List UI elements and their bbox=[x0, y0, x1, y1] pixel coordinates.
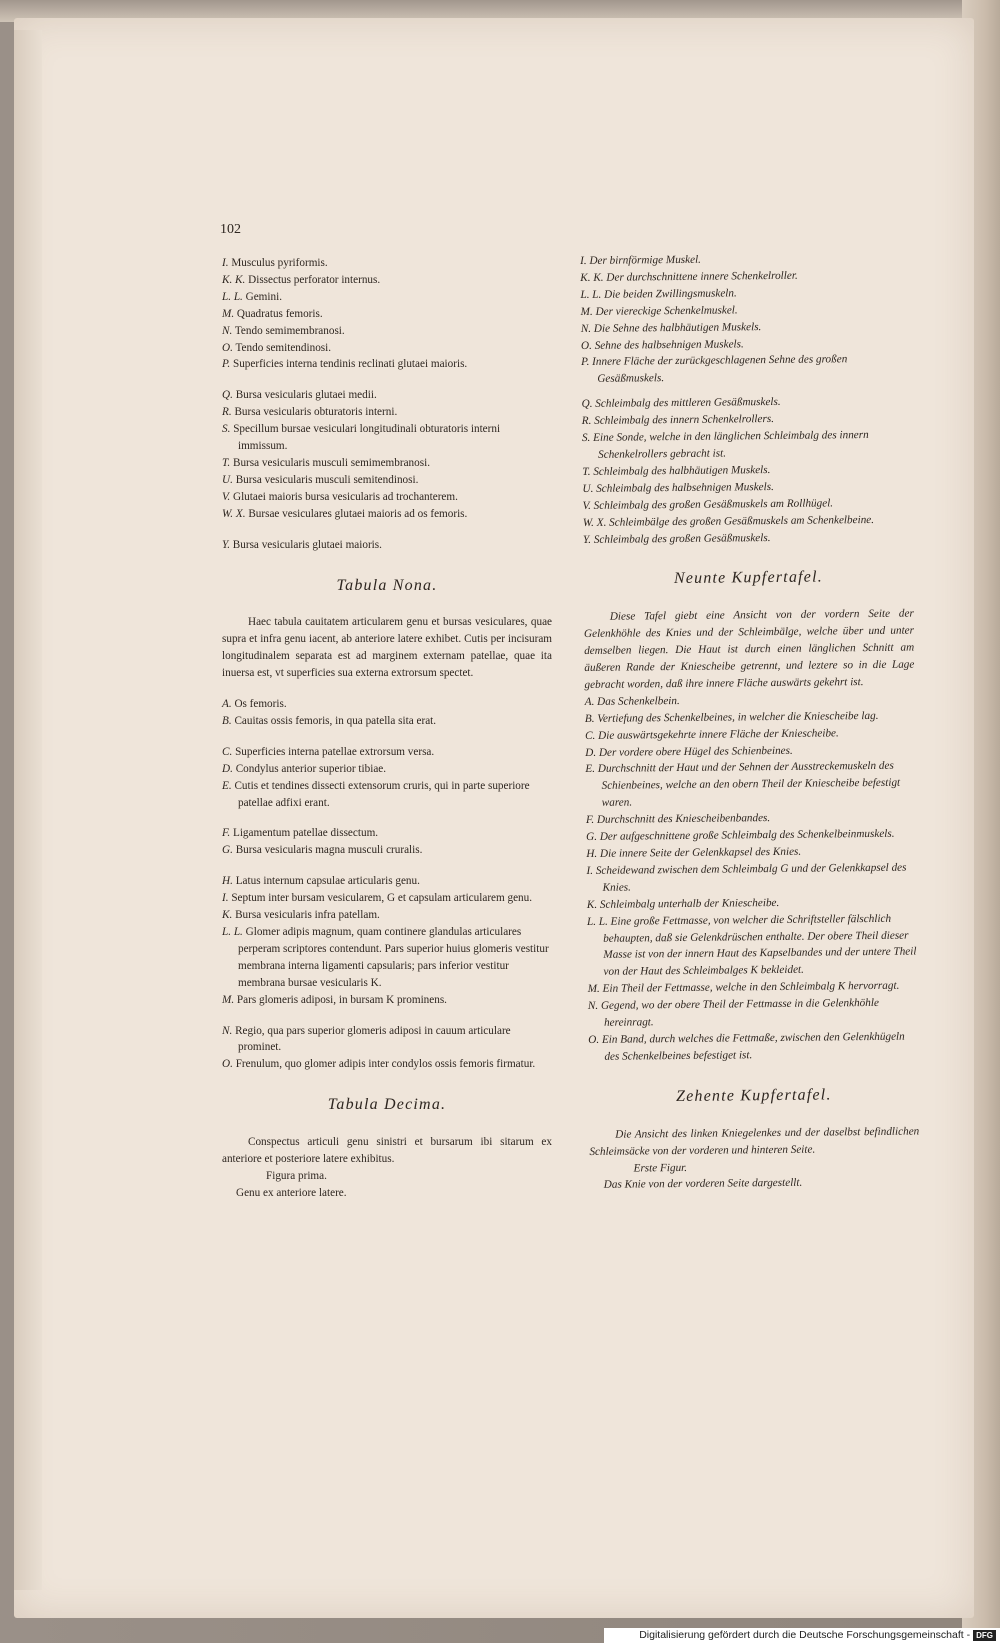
legend-entry bbox=[222, 1056, 552, 1073]
entry-text: Der durchschnittene innere Schenkelroller. bbox=[606, 269, 798, 284]
legend-entry bbox=[222, 289, 552, 306]
entry-text: Bursa vesicularis infra patellam. bbox=[235, 909, 380, 922]
entry-text: Tendo semimembranosi. bbox=[234, 324, 345, 337]
entry-key: A. bbox=[222, 698, 232, 711]
entry-text: Schleimbalg des halbhäutigen Muskels. bbox=[593, 463, 771, 478]
entry-text: Scheidewand zwischen dem Schleimbalg G und der Gelenkkapsel des Knies. bbox=[595, 861, 907, 894]
legend-entry bbox=[222, 340, 552, 357]
legend-entry bbox=[222, 778, 552, 812]
entry-text: Frenulum, quo glomer adipis inter condylos ossis femoris firmatur. bbox=[235, 1058, 536, 1071]
entry-text: Bursa vesicularis glutaei medii. bbox=[235, 389, 377, 402]
entry-text: Sehne des halbsehnigen Muskels. bbox=[594, 337, 744, 352]
entry-key: M. bbox=[587, 983, 600, 996]
entry-text: Schleimbalg des großen Gesäßmuskels. bbox=[593, 531, 771, 546]
entry-key: L. L. bbox=[580, 288, 602, 301]
entry-text: Quadratus femoris. bbox=[236, 307, 323, 320]
entry-key: K. bbox=[222, 909, 233, 922]
entry-key: W. X. bbox=[582, 516, 607, 529]
entry-key: I. bbox=[580, 254, 587, 267]
entry-text: Die innere Seite der Gelenkkapsel des Knies. bbox=[599, 845, 802, 860]
legend-entry bbox=[222, 489, 552, 506]
entry-text: Schleimbalg des halbsehnigen Muskels. bbox=[596, 480, 774, 495]
legend-entry bbox=[222, 842, 552, 859]
entry-text: Cauitas ossis femoris, in qua patella sita erat. bbox=[234, 714, 437, 727]
legend-entry bbox=[588, 1028, 918, 1065]
entry-text: Schleimbalg des mittleren Gesäßmuskels. bbox=[595, 396, 781, 411]
entry-text: Innere Fläche der zurückgeschlagenen Sehne des großen Gesäßmuskels. bbox=[592, 353, 848, 386]
entry-text: Das Schenkelbein. bbox=[597, 694, 680, 708]
legend-entry bbox=[222, 713, 552, 730]
legend-entry bbox=[222, 472, 552, 489]
entry-text: Bursa vesicularis glutaei maioris. bbox=[232, 538, 382, 551]
entry-key: T. bbox=[222, 456, 231, 469]
entry-key: E. bbox=[585, 763, 596, 776]
legend-entry bbox=[581, 351, 911, 388]
legend-entry bbox=[583, 528, 913, 548]
entry-key: K. K. bbox=[580, 271, 604, 284]
entry-text: Musculus pyriformis. bbox=[231, 257, 328, 269]
entry-key: F. bbox=[585, 814, 595, 827]
entry-key: U. bbox=[222, 473, 233, 486]
legend-entry bbox=[222, 455, 552, 472]
entry-text: Eine große Fettmasse, von welcher die Schriftsteller fälschlich behaupten, daß sie Gelenkdrüschen enthalte. Der obere Theil dieser Masse ist von der innern Haut des Kapselbandes und der untere Theil von der Haut des Schleimbalges K bekleidet. bbox=[603, 912, 917, 979]
latin-group-7 bbox=[222, 873, 552, 1008]
entry-text: Latus internum capsulae articularis genu. bbox=[235, 875, 420, 888]
entry-text: Schleimbalg des großen Gesäßmuskels am Rollhügel. bbox=[593, 497, 834, 512]
entry-key: B. bbox=[584, 712, 595, 725]
entry-key: H. bbox=[586, 847, 598, 860]
entry-key: O. bbox=[588, 1033, 600, 1046]
entry-key: K. bbox=[586, 898, 598, 911]
entry-text: Cutis et tendines dissecti extensorum cruris, qui in parte superiore patellae adfixi erant. bbox=[234, 779, 530, 809]
legend-entry bbox=[222, 404, 552, 421]
entry-text: Der birnförmige Muskel. bbox=[589, 253, 702, 267]
entry-text: Der vordere obere Hügel des Schienbeines. bbox=[598, 744, 793, 759]
latin-column bbox=[222, 255, 552, 1202]
entry-key: I. bbox=[222, 892, 229, 905]
entry-key: O. bbox=[580, 339, 592, 352]
entry-text: Vertiefung des Schenkelbeines, in welcher die Kniescheibe lag. bbox=[597, 709, 879, 725]
legend-entry bbox=[222, 744, 552, 761]
legend-entry bbox=[582, 427, 912, 464]
entry-key: O. bbox=[222, 1058, 233, 1071]
page-number: 102 bbox=[220, 222, 241, 237]
legend-entry bbox=[585, 707, 915, 727]
knie-label: Das Knie von der vorderen Seite dargestellt. bbox=[603, 1177, 803, 1192]
entry-text: Der viereckige Schenkelmuskel. bbox=[595, 304, 738, 318]
legend-entry bbox=[586, 826, 916, 846]
entry-key: L. L. bbox=[222, 290, 243, 303]
legend-entry bbox=[222, 907, 552, 924]
entry-text: Specillum bursae vesiculari longitudinali obturatoris interni immissum. bbox=[233, 423, 501, 453]
entry-key: Y. bbox=[222, 538, 230, 551]
entry-key: G. bbox=[222, 844, 233, 857]
entry-key: B. bbox=[222, 714, 232, 727]
entry-key: N. bbox=[222, 1024, 233, 1037]
entry-key: D. bbox=[585, 746, 597, 759]
entry-text: Superficies interna patellae extrorsum versa. bbox=[235, 745, 435, 758]
legend-entry bbox=[222, 873, 552, 890]
entry-key: O. bbox=[222, 341, 233, 354]
latin-group-8 bbox=[222, 1023, 552, 1074]
entry-key: D. bbox=[222, 762, 233, 775]
legend-entry bbox=[222, 1023, 552, 1057]
entry-text: Schleimbalg unterhalb der Kniescheibe. bbox=[599, 896, 780, 911]
entry-text: Bursa vesicularis magna musculi cruralis. bbox=[235, 844, 423, 857]
entry-text: Gemini. bbox=[245, 290, 282, 303]
entry-key: R. bbox=[222, 406, 232, 419]
entry-text: Tendo semitendinosi. bbox=[235, 341, 332, 354]
entry-text: Ligamentum patellae dissectum. bbox=[232, 827, 379, 840]
paragraph-tabula-decima: Conspectus articuli genu sinistri et bursarum ibi sitarum ex anteriore et posteriore latere exhibitus. bbox=[222, 1136, 552, 1166]
entry-key: V. bbox=[222, 490, 231, 503]
latin-group-3 bbox=[222, 537, 552, 554]
erste-figur: Erste Figur. bbox=[633, 1161, 688, 1174]
legend-entry bbox=[583, 511, 913, 531]
paragraph-zehente: Die Ansicht des linken Kniegelenkes und der daselbst befindlichen Schleimsäcke von der vorderen und hinteren Seite. bbox=[589, 1125, 920, 1158]
entry-key: A. bbox=[584, 695, 595, 708]
latin-group-6 bbox=[222, 825, 552, 859]
dfg-footer-bar bbox=[604, 1628, 1000, 1643]
entry-text: Der aufgeschnittene große Schleimbalg des Schenkelbeinmuskels. bbox=[599, 827, 895, 843]
entry-text: Superficies interna tendinis reclinati glutaei maioris. bbox=[232, 358, 468, 371]
legend-entry bbox=[222, 323, 552, 340]
latin-group-4 bbox=[222, 696, 552, 730]
entry-key: N. bbox=[580, 322, 592, 335]
entry-text: Die beiden Zwillingsmuskeln. bbox=[604, 287, 737, 301]
entry-key: M. bbox=[580, 305, 593, 318]
entry-key: N. bbox=[587, 1000, 599, 1013]
entry-text: Septum inter bursam vesicularem, G et capsulam articularem genu. bbox=[231, 892, 533, 905]
entry-key: G. bbox=[586, 830, 598, 844]
footer-text: Digitalisierung gefördert durch die Deutsche Forschungsgemeinschaft - bbox=[639, 1629, 971, 1641]
legend-entry bbox=[586, 859, 916, 896]
legend-entry bbox=[222, 696, 552, 713]
legend-entry bbox=[222, 506, 552, 523]
entry-text: Bursae vesiculares glutaei maioris ad os femoris. bbox=[248, 507, 468, 520]
entry-key: S. bbox=[581, 431, 591, 445]
entry-key: P. bbox=[222, 358, 231, 371]
legend-entry bbox=[588, 995, 918, 1032]
genu-label: Genu ex anteriore latere. bbox=[236, 1186, 347, 1199]
legend-entry bbox=[587, 910, 918, 981]
entry-text: Pars glomeris adiposi, in bursam K prominens. bbox=[236, 993, 447, 1006]
german-column bbox=[580, 250, 920, 1195]
entry-text: Durchschnitt der Haut und der Sehnen der Ausstreckemuskeln des Schienbeines, welche an den obern Theil der Kniescheibe befestigt waren. bbox=[597, 760, 901, 810]
latin-group-5 bbox=[222, 744, 552, 812]
entry-text: Schleimbalg des innern Schenkelrollers. bbox=[594, 413, 775, 428]
legend-entry bbox=[222, 761, 552, 778]
page-left-curl bbox=[14, 30, 42, 1590]
entry-key: S. bbox=[222, 423, 231, 436]
entry-key: M. bbox=[222, 993, 235, 1006]
entry-key: L. L. bbox=[586, 915, 608, 928]
figura-prima: Figura prima. bbox=[266, 1169, 327, 1182]
entry-text: Die Sehne des halbhäutigen Muskels. bbox=[593, 320, 762, 335]
entry-key: F. bbox=[222, 827, 231, 840]
entry-key: P. bbox=[581, 356, 590, 369]
dfg-logo: DFG bbox=[973, 1630, 996, 1641]
legend-entry bbox=[222, 825, 552, 842]
legend-entry bbox=[222, 537, 552, 554]
entry-key: I. bbox=[222, 257, 229, 269]
legend-entry bbox=[222, 356, 552, 373]
entry-key: W. X. bbox=[222, 507, 246, 520]
legend-entry bbox=[585, 758, 916, 812]
paragraph-neunte: Diese Tafel giebt eine Ansicht von der vordern Seite der Gelenkhöhle des Knies und der Schleimbälge, welche über und unter demselben liegen. Die Haut ist durch einen länglichen Schnitt am äußeren Rande der Kniescheibe getrennt, und leztere so in die Lage gebracht worden, daß ihre innere Fläche auswärts gekehrt ist. bbox=[583, 607, 915, 691]
german-group-1 bbox=[580, 250, 911, 389]
entry-key: V. bbox=[582, 499, 591, 512]
entry-text: Regio, qua pars superior glomeris adiposi in cauum articulare prominet. bbox=[235, 1024, 511, 1054]
heading-tabula-decima: Tabula Decima. bbox=[327, 1096, 447, 1114]
entry-text: Condylus anterior superior tibiae. bbox=[235, 762, 387, 775]
entry-key: I. bbox=[586, 864, 594, 877]
entry-text: Bursa vesicularis obturatoris interni. bbox=[234, 406, 398, 419]
legend-entry bbox=[222, 255, 552, 272]
legend-entry bbox=[222, 387, 552, 404]
entry-key: H. bbox=[222, 875, 233, 888]
latin-group-2 bbox=[222, 387, 552, 522]
entry-text: Ein Band, durch welches die Fettmaße, zwischen den Gelenkhügeln des Schenkelbeines befestiget ist. bbox=[601, 1030, 905, 1063]
entry-text: Glutaei maioris bursa vesicularis ad trochanterem. bbox=[232, 490, 458, 503]
heading-tabula-nona: Tabula Nona. bbox=[336, 576, 438, 594]
legend-entry bbox=[222, 890, 552, 907]
legend-entry bbox=[222, 306, 552, 323]
entry-text: Bursa vesicularis musculi semimembranosi. bbox=[233, 456, 430, 469]
entry-text: Glomer adipis magnum, quam continere glandulas articulares perperam scriptores contendunt. Pars superior huius glomeris vestitur membrana interna ligamenti capsularis; pars inferior vestitur membrana bursae vesicularis K. bbox=[238, 926, 549, 989]
entry-text: Bursa vesicularis musculi semitendinosi. bbox=[235, 473, 419, 486]
entry-text: Dissectus perforator internus. bbox=[248, 273, 381, 286]
entry-text: Os femoris. bbox=[234, 698, 287, 711]
legend-entry bbox=[222, 272, 552, 289]
german-group-2 bbox=[582, 393, 914, 549]
entry-key: U. bbox=[582, 482, 594, 495]
entry-key: C. bbox=[222, 745, 233, 758]
entry-key: N. bbox=[222, 324, 233, 337]
entry-key: E. bbox=[222, 779, 232, 792]
entry-text: Eine Sonde, welche in den länglichen Schleimbalg des innern Schenkelrollers gebracht ist. bbox=[593, 429, 869, 461]
heading-zehente-kupfertafel: Zehente Kupfertafel. bbox=[675, 1086, 832, 1105]
entry-text: Gegend, wo der obere Theil der Fettmasse in die Gelenkhöhle hereinragt. bbox=[600, 997, 879, 1029]
entry-key: M. bbox=[222, 307, 235, 320]
entry-key: Q. bbox=[222, 389, 233, 402]
entry-text: Durchschnitt des Kniescheibenbandes. bbox=[596, 812, 771, 827]
legend-entry bbox=[222, 992, 552, 1009]
latin-group-1 bbox=[222, 255, 552, 373]
legend-entry bbox=[222, 421, 552, 455]
paragraph-tabula-nona: Haec tabula cauitatem articularem genu et bursas vesiculares, quae supra et infra genu iacent, ab anteriore latere exhibet. Cutis per incisuram longitudinalem separata est ad marginem externam patellae, quae ita inuersa est, vt superficies sua externa extrorsum spectet. bbox=[222, 616, 552, 680]
entry-key: R. bbox=[581, 415, 592, 428]
entry-key: T. bbox=[582, 465, 591, 478]
entry-text: Ein Theil der Fettmasse, welche in den Schleimbalg K hervorragt. bbox=[602, 979, 900, 996]
entry-key: Q. bbox=[581, 398, 593, 411]
entry-text: Schleimbälge des großen Gesäßmuskels am Schenkelbeine. bbox=[609, 513, 875, 529]
heading-neunte-kupfertafel: Neunte Kupfertafel. bbox=[673, 568, 823, 588]
entry-key: Y. bbox=[582, 533, 592, 546]
entry-key: L. L. bbox=[222, 926, 243, 938]
entry-text: Die auswärtsgekehrte innere Fläche der Kniescheibe. bbox=[598, 726, 839, 742]
entry-key: K. K. bbox=[222, 273, 246, 286]
legend-entry bbox=[222, 924, 552, 992]
german-group-3 bbox=[585, 690, 919, 1065]
entry-key: C. bbox=[584, 729, 596, 742]
